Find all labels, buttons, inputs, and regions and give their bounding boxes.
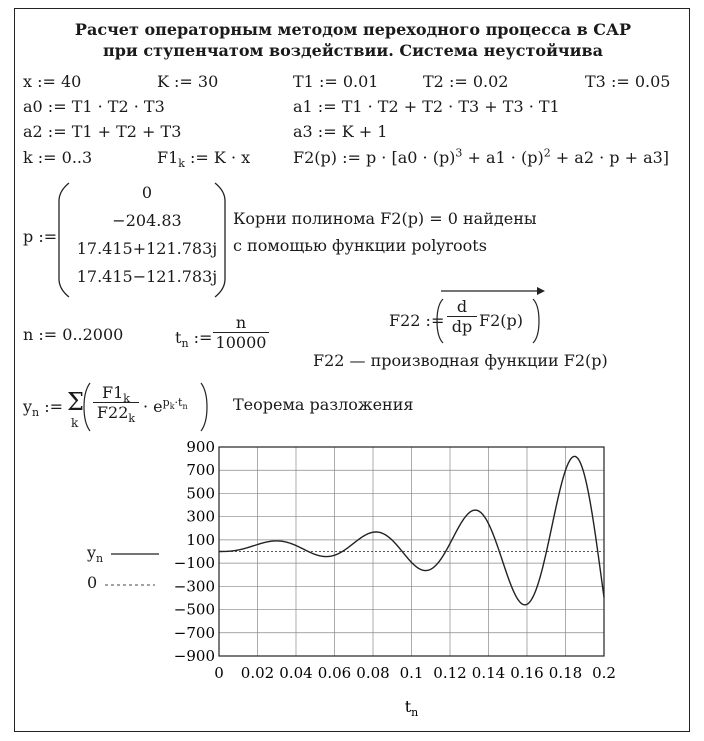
x-tick-label: 0.1 bbox=[399, 664, 424, 682]
roots-lhs: p := bbox=[23, 227, 58, 246]
def-F1: $F1_k$ := K · x bbox=[157, 148, 251, 171]
root-value: 0 bbox=[141, 183, 153, 202]
y-tick-label: 500 bbox=[186, 484, 215, 503]
y-axis-ticks bbox=[174, 438, 215, 665]
F22-func: F2(p) bbox=[479, 311, 524, 330]
def-x: x := 40 bbox=[23, 72, 82, 91]
y-tick-label: −700 bbox=[173, 623, 215, 642]
def-a3: a3 := K + 1 bbox=[293, 122, 388, 141]
x-tick-label: 0 bbox=[214, 664, 224, 682]
x-axis-label: $t_n$ bbox=[404, 697, 419, 719]
x-tick-label: 0.04 bbox=[279, 664, 313, 682]
def-a0: a0 := T1 · T2 · T3 bbox=[23, 97, 165, 116]
x-tick-label: 0.06 bbox=[317, 664, 352, 682]
y-lhs: $y_n$ := bbox=[23, 397, 64, 420]
t-lhs: $t_n$ := bbox=[175, 328, 213, 351]
sigma-sub: k bbox=[71, 416, 79, 430]
y-tick-label: 900 bbox=[186, 438, 215, 456]
sigma-symbol: Σ bbox=[67, 388, 84, 416]
legend-zero: 0 bbox=[87, 573, 98, 592]
fraction-denominator: $F22_k$ bbox=[93, 402, 139, 422]
def-T3: T3 := 0.05 bbox=[585, 72, 671, 91]
y-tick-label: 700 bbox=[186, 461, 215, 480]
root-value: −204.83 bbox=[112, 211, 182, 230]
x-tick-label: 0.2 bbox=[592, 664, 616, 682]
def-k-range: k := 0..3 bbox=[23, 148, 93, 167]
d-denominator: dp bbox=[447, 316, 477, 336]
root-value: 17.415−121.783j bbox=[76, 267, 218, 286]
n-range: n := 0..2000 bbox=[23, 325, 124, 344]
def-a1: a1 := T1 · T2 + T2 · T3 + T3 · T1 bbox=[293, 97, 560, 116]
y-tick-label: −500 bbox=[173, 600, 215, 619]
title-line-1: Расчет операторным методом переходного процесса в САР bbox=[74, 20, 632, 39]
F22-caption: F22 — производная функции F2(p) bbox=[313, 351, 608, 370]
x-tick-label: 0.02 bbox=[240, 664, 275, 682]
F22-lhs: F22 := bbox=[389, 311, 445, 330]
y-tick-label: −300 bbox=[173, 577, 215, 596]
def-F2: F2(p) := $p \cdot [a0 \cdot (p)^3 + a1 \cdot (p)^2 + a2 \cdot p + a3]$ bbox=[293, 146, 670, 167]
d-numerator: d bbox=[456, 297, 468, 316]
x-tick-label: 0.18 bbox=[548, 664, 583, 682]
x-tick-label: 0.08 bbox=[356, 664, 390, 682]
x-tick-label: 0.14 bbox=[471, 664, 506, 682]
y-tick-label: −900 bbox=[173, 647, 215, 665]
def-T1: T1 := 0.01 bbox=[293, 72, 379, 91]
fraction-numerator: $F1_k$ bbox=[102, 383, 130, 406]
roots-note-line-2: с помощью функции polyroots bbox=[233, 236, 487, 255]
y-tick-label: 300 bbox=[186, 507, 215, 526]
exp-term: · $e^{p_k\cdot t_n}$ bbox=[143, 395, 188, 416]
root-value: 17.415+121.783j bbox=[76, 239, 218, 258]
expansion-caption: Теорема разложения bbox=[233, 395, 414, 414]
t-denominator: 10000 bbox=[213, 332, 269, 352]
roots-note-line-1: Корни полинома F2(p) = 0 найдены bbox=[233, 209, 537, 228]
y-tick-label: 100 bbox=[186, 530, 215, 549]
y-tick-label: −100 bbox=[173, 554, 215, 573]
title-line-2: при ступенчатом воздействии. Система неустойчива bbox=[103, 41, 603, 60]
x-tick-label: 0.12 bbox=[433, 664, 467, 682]
t-numerator: n bbox=[235, 313, 247, 332]
x-tick-label: 0.16 bbox=[510, 664, 544, 682]
def-a2: a2 := T1 + T2 + T3 bbox=[23, 122, 182, 141]
legend-y: $y_n$ bbox=[87, 543, 104, 566]
def-K: K := 30 bbox=[157, 72, 219, 91]
def-T2: T2 := 0.02 bbox=[423, 72, 509, 91]
x-axis-ticks bbox=[214, 664, 616, 682]
